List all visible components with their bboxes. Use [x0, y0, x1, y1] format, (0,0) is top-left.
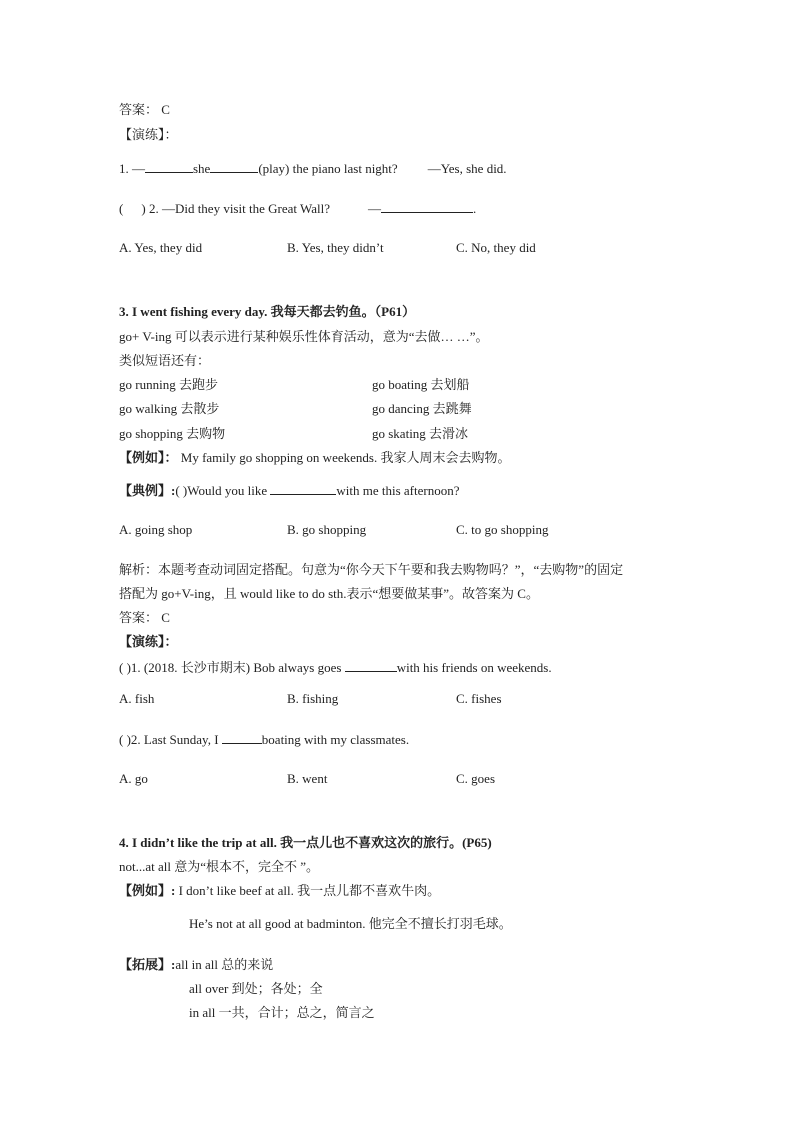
extend-line-1 — [119, 957, 273, 973]
typical-option-b[interactable]: B. go shopping — [287, 522, 367, 537]
answer-blank[interactable] — [145, 160, 193, 173]
phrase-right-1: go boating 去划船 — [372, 377, 470, 392]
question-2 — [119, 200, 476, 217]
phrase-left-1: go running 去跑步 — [119, 377, 218, 392]
analysis-line-1: 解析：本题考查动词固定搭配。句意为“你今天下午要和我去购物吗？”，“去购物”的固定 — [119, 562, 624, 577]
section-3-explanation: go+ V-ing 可以表示进行某种娱乐性体育活动，意为“去做… …”。 — [119, 329, 489, 344]
practice-label-2: 【演练】： — [119, 634, 178, 649]
phrase-left-2: go walking 去散步 — [119, 401, 220, 416]
phrase-left-3: go shopping 去购物 — [119, 426, 226, 441]
example-text: My family go shopping on weekends. 我家人周末会去购物。 — [180, 450, 511, 465]
practice-1-text-a: 1. (2018. 长沙市期末) Bob always goes — [130, 660, 342, 675]
question-1-text-b: (play) the piano last night? — [258, 161, 398, 176]
practice-2-option-a[interactable]: A. go — [119, 771, 148, 786]
extend-label: 【拓展】: — [119, 957, 176, 972]
question-2-paren-open: ( — [119, 201, 124, 216]
typical-option-c[interactable]: C. to go shopping — [456, 522, 549, 537]
typical-option-a[interactable]: A. going shop — [119, 522, 193, 537]
practice-2-option-c[interactable]: C. goes — [456, 771, 495, 786]
question-1-reply: —Yes, she did. — [427, 161, 507, 176]
answer-line-1: 答案： C — [119, 102, 170, 117]
practice-question-1 — [119, 659, 552, 676]
similar-phrases-label: 类似短语还有： — [119, 353, 211, 368]
option-a[interactable]: A. Yes, they did — [119, 240, 203, 255]
answer-blank[interactable] — [270, 482, 336, 495]
question-1-text-a: she — [193, 161, 211, 176]
practice-question-2 — [119, 731, 409, 748]
practice-1-option-b[interactable]: B. fishing — [287, 691, 339, 706]
typical-label: 【典例】: — [119, 483, 176, 498]
typical-example-line — [119, 482, 459, 499]
practice-1-option-a[interactable]: A. fish — [119, 691, 155, 706]
option-b[interactable]: B. Yes, they didn’t — [287, 240, 384, 255]
section-4-example-label: 【例如】: — [119, 883, 176, 898]
answer-blank[interactable] — [222, 731, 262, 744]
answer-line-2: 答案： C — [119, 610, 170, 625]
practice-2-text-a: 2. Last Sunday, I — [130, 732, 219, 747]
answer-blank[interactable] — [210, 160, 258, 173]
practice-label-1: 【演练】： — [119, 127, 178, 142]
extend-item-3: in all 一共，合计；总之，简言之 — [189, 1005, 375, 1020]
phrase-right-3: go skating 去滑冰 — [372, 426, 469, 441]
practice-1-paren: ( ) — [119, 660, 131, 675]
typical-paren: ( ) — [175, 483, 188, 498]
extend-item-1: all in all 总的来说 — [175, 957, 274, 972]
practice-1-option-c[interactable]: C. fishes — [456, 691, 502, 706]
example-line — [119, 450, 510, 466]
phrase-right-2: go dancing 去跳舞 — [372, 401, 472, 416]
option-c[interactable]: C. No, they did — [456, 240, 536, 255]
example-text-1: I don’t like beef at all. 我一点儿都不喜欢牛肉。 — [178, 883, 441, 898]
practice-2-option-b[interactable]: B. went — [287, 771, 328, 786]
question-2-end: . — [472, 201, 477, 216]
practice-1-text-b: with his friends on weekends. — [396, 660, 552, 675]
section-3-heading: 3. I went fishing every day. 我每天都去钓鱼。（P61） — [119, 304, 416, 319]
typical-text-b: with me this afternoon? — [336, 483, 460, 498]
section-4-example-1 — [119, 883, 440, 899]
section-4-example-2: He’s not at all good at badminton. 他完全不擅长打羽毛球。 — [189, 916, 512, 931]
question-2-text: 2. —Did they visit the Great Wall? — [148, 201, 330, 216]
section-4-explanation: not...at all 意为“根本不，完全不 ”。 — [119, 859, 320, 874]
question-1 — [119, 160, 507, 177]
section-4-heading: 4. I didn’t like the trip at all. 我一点儿也不喜欢这次的旅行。(P65) — [119, 835, 492, 850]
question-2-dash: — — [367, 201, 381, 216]
answer-blank[interactable] — [345, 659, 397, 672]
typical-text-a: Would you like — [187, 483, 268, 498]
example-label: 【例如】： — [119, 450, 178, 465]
question-1-number: 1. — — [119, 161, 145, 176]
extend-item-2: all over 到处；各处；全 — [189, 981, 323, 996]
practice-2-text-b: boating with my classmates. — [261, 732, 410, 747]
analysis-line-2: 搭配为 go+V-ing，且 would like to do sth.表示“想要做某事”。故答案为 C。 — [119, 586, 539, 601]
practice-2-paren: ( ) — [119, 732, 131, 747]
answer-blank[interactable] — [381, 200, 473, 213]
question-2-paren-close: ) — [141, 201, 146, 216]
